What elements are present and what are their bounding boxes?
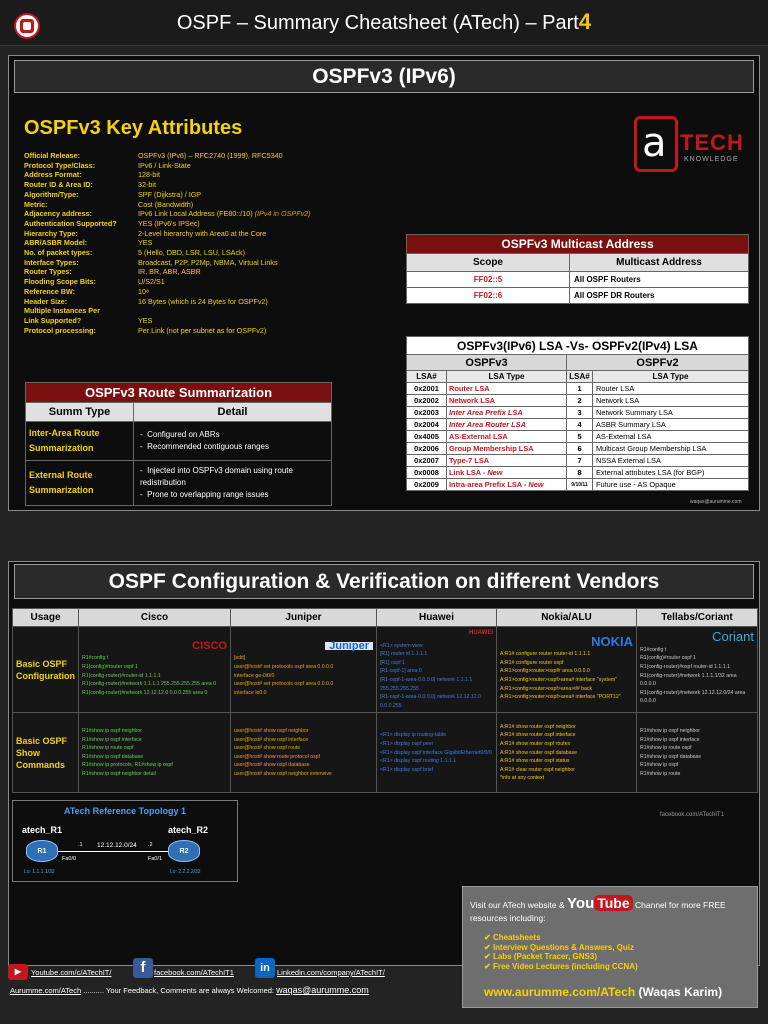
attribute-key: Algorithm/Type: <box>24 189 79 199</box>
command-line: user@host# show ospf neighbor extensive <box>233 771 332 778</box>
linkedin-link[interactable]: Linkedin.com/company/ATechIT/ <box>277 968 385 977</box>
subnet-label: 12.12.12.0/24 <box>97 842 137 849</box>
attribute-key: Hierarchy Type: <box>24 228 78 238</box>
attribute-row <box>24 277 378 287</box>
route-summarization-title: OSPFv3 Route Summarization <box>26 383 332 403</box>
command-line: [R1-ospf-1-area-0.0.0.0] network 1.1.1.1 <box>379 676 473 683</box>
command-line: <R1> display ip routing-table <box>379 732 447 739</box>
command-line: R1(config-router)#network 12.12.12.0 0.0.0.255 area 0 <box>81 689 208 696</box>
attribute-key: Reference BW: <box>24 286 75 296</box>
attribute-key: Official Release: <box>24 151 80 160</box>
attribute-row <box>24 267 378 277</box>
attribute-key: Router Types: <box>24 267 72 277</box>
nokia-logo: NOKIA <box>591 633 633 649</box>
feedback-line: Aurumme.com/ATech .......... Your Feedback, Comments are always Welcomed: waqas@aurumme.com <box>10 985 369 995</box>
command-line: user@host# show route protocol ospf <box>233 753 320 760</box>
attribute-value: YES (IPv6's IPSec) <box>138 218 200 228</box>
command-line: user@host# set protocols ospf area 0.0.0.0 <box>233 681 334 688</box>
command-line: R1(config-router)#network 12.12.12.0/24 area <box>639 689 746 696</box>
command-line: R1(config-router)#router-id 1.1.1.1 <box>81 672 161 679</box>
coriant-header: Tellabs/Coriant <box>636 609 757 627</box>
attribute-key: Multiple Instances Per <box>24 306 100 316</box>
command-line: user@host# show ospf interface <box>233 736 309 743</box>
youtube-icon: ▶ <box>8 964 28 980</box>
lsa-title: OSPFv3(IPv6) LSA -Vs- OSPFv2(IPv4) LSA <box>407 337 749 355</box>
command-line: [R1-ospf-1] area 0 <box>379 668 422 675</box>
r2-name: atech_R2 <box>168 825 209 835</box>
attribute-value: YES <box>138 238 153 248</box>
command-line: R1#config t <box>639 646 667 653</box>
lsa-type-header: LSA Type <box>593 371 749 383</box>
attribute-key: Protocol processing: <box>24 325 96 335</box>
list-item: ✔ Interview Questions & Answers, Quiz <box>484 943 638 953</box>
facebook-link[interactable]: facebook.com/ATechIT1 <box>154 968 234 977</box>
attribute-value: 16 Bytes (which is 24 Bytes for OSPFv2) <box>138 296 268 306</box>
attribute-key: Adjacency address: <box>24 209 92 219</box>
command-line: A:R1# show router ospf neighbor <box>499 723 576 730</box>
command-line: R1#show ip ospf database <box>639 753 702 760</box>
attribute-value: 5 (Hello, DBD, LSR, LSU, LSAck) <box>138 248 246 258</box>
cisco-logo: CISCO <box>192 639 227 652</box>
multicast-address-table <box>406 234 749 304</box>
command-line: <R1> display ospf routing 1.1.1.1 <box>379 758 457 765</box>
r2-dot: .2 <box>148 842 153 848</box>
command-line: A:R1# show router ospf status <box>499 758 570 765</box>
multicast-title: OSPFv3 Multicast Address <box>407 235 749 254</box>
command-line: R1#show ip ospf <box>639 762 679 769</box>
list-item: ✔ Free Video Lectures (including CCNA) <box>484 962 638 972</box>
ospfv2-group-header: OSPFv2 <box>567 355 749 371</box>
attribute-value: Broadcast, P2P, P2Mp, NBMA, Virtual Links <box>138 257 278 267</box>
signature-email: waqas@aurumme.com <box>690 499 742 505</box>
resources-list <box>484 933 638 971</box>
attribute-row <box>24 180 378 190</box>
attribute-value: OSPFv3 (IPv6) – RFC2740 (1999), RFC5340 <box>138 151 283 160</box>
command-line: interface lo0.0 <box>233 689 267 696</box>
lsa-num-header: LSA# <box>407 371 447 383</box>
attribute-row <box>24 209 378 219</box>
summ-type-header: Summ Type <box>26 403 134 422</box>
command-line: A:R1>config>router>ospf>area# interface "system" <box>499 676 617 683</box>
table-row: 0x2009 Intra-area Prefix LSA - New 9/10/11 Future use - AS Opaque <box>407 479 749 491</box>
table-row: 0x0008 Link LSA - New 8 External attributes LSA (for BGP) <box>407 467 749 479</box>
command-line: user@host# show ospf database <box>233 762 310 769</box>
command-line: A:R1# show router ospf interface <box>499 732 576 739</box>
command-line: user@host# show ospf neighbor <box>233 728 309 735</box>
attribute-row <box>24 219 378 229</box>
youtube-logo: You Tube <box>567 895 633 912</box>
command-line: user@host# show ospf route <box>233 745 301 752</box>
scope-header: Scope <box>407 254 570 272</box>
r1-loopback: Lo: 1.1.1.1/32 <box>24 869 55 875</box>
route-summarization-table <box>25 382 332 506</box>
r2-interface: Fa0/1 <box>148 856 163 862</box>
juniper-logo: Juniper <box>325 642 373 651</box>
command-line: A:R1# configure router ospf <box>499 659 564 666</box>
lsa-type-header: LSA Type <box>447 371 567 383</box>
command-line: <R1> system-view <box>379 642 423 649</box>
attribute-row <box>24 326 378 336</box>
attribute-row <box>24 248 378 258</box>
attribute-row <box>24 170 378 180</box>
table-row: 0x2007 Type-7 LSA 7 NSSA External LSA <box>407 455 749 467</box>
topology-title: ATech Reference Topology 1 <box>63 806 187 816</box>
command-line: R1#show ip ospf interface <box>81 736 142 743</box>
attribute-key: Link Supported? <box>24 315 82 325</box>
command-line: 255.255.255.255 <box>379 685 419 692</box>
website-url[interactable]: www.aurumme.com/ATech (Waqas Karim) <box>484 985 723 999</box>
command-line: *info at any context <box>499 775 545 782</box>
huawei-logo: HUAWEI <box>468 630 493 636</box>
attribute-row <box>24 297 378 307</box>
attribute-value: IPv6 Link Local Address (FE80::/10) (IPv4 in OSPFv2) <box>138 209 311 219</box>
attribute-value: 32-bit <box>138 180 156 190</box>
attribute-row <box>24 287 378 297</box>
visit-text: Visit our ATech website & You Tube Channel for more FREE resources including: <box>470 895 726 923</box>
command-line: R1#show ip ospf neighbor <box>81 728 142 735</box>
command-line: R1#show ip route ospf <box>639 745 692 752</box>
nokia-header: Nokia/ALU <box>496 609 636 627</box>
table-row: Inter-Area Route Summarization - Configured on ABRs - Recommended contiguous ranges <box>26 422 332 461</box>
command-line: A:R1# show router ospf database <box>499 749 577 756</box>
lsa-comparison-table <box>406 336 749 491</box>
command-line: R1#show ip route ospf <box>81 745 134 752</box>
command-line: R1(config)#router ospf 1 <box>639 655 696 662</box>
table-row: Basic OSPF Configuration CISCO R1#config t R1(config)#router ospf 1 R1(config-router)#router-id 1.1.1.1 R1(config-router)#network 1.1.1.1 255.255.255.255 area 0 R1(config-router)#network 12.12.12.0 0.0.0.255 area 0 Juniper [edit] user@host# set protocols ospf area 0.0.0.0 interface ge-0/0/0 user@host# set protocols ospf area 0.0.0.0 interface lo0.0 HUAWEI <R1> system-view [R1] router id 1.1.1.1 [R1] ospf 1 [R1-ospf-1] area 0 [R1-ospf-1-area-0.0.0.0] network 1.1.1.1 255.255.255.255 [R1-ospf-1-area-0.0.0.0] network 12.12.12.0 0.0.0.255 NOKIA A:R1# configure router router-id 1.1.1.1 A:R1# configure router ospf A:R1>config>router>ospf# area 0.0.0.0 A:R1>config>router>ospf>area# interface "system" A:R1>config>router>ospf>area>if# back A:R1>config>router>ospf>area# interface "PORT12" Coriant R1#config t R1(config)#router ospf 1 R1(config-router)#ospf router-id 1.1.1.1 R1(config-router)#network 1.1.1.1/32 area 0.0.0.0 R1(config-router)#network 12.12.12.0/24 area 0.0.0.0 <box>13 627 758 713</box>
command-line: R1#show ip ospf neighbor detail <box>81 771 156 778</box>
facebook-icon: f <box>133 958 153 978</box>
command-line: A:R1# clear router ospf neighbor <box>499 766 575 773</box>
attribute-value: Cost (Bandwidth) <box>138 199 194 209</box>
email-link[interactable]: waqas@aurumme.com <box>276 985 369 995</box>
command-line: 0.0.0.0 <box>639 681 656 688</box>
table-row: Basic OSPF Show Commands R1#show ip ospf neighbor R1#show ip ospf interface R1#show ip route ospf R1#show ip ospf database R1#show ip protocols, R1#show ip ospf R1#show ip ospf neighbor detail user@host# show ospf neighbor user@host# show ospf interface user@host# show ospf route user@host# show route protocol ospf user@host# show ospf database user@host# show ospf neighbor extensive <R1> display ip routing-table <R1> display ospf peer <R1> display ospf interface GigabitEthernet0/0/0 <R1> display ospf routing 1.1.1.1 <R1> display ospf brief A:R1# show router ospf neighbor A:R1# show router ospf interface A:R1# show router ospf routes A:R1# show router ospf database A:R1# show router ospf status A:R1# clear router ospf neighbor *info at any context R1#show ip ospf neighbor R1#show ip ospf interface R1#show ip route ospf R1#show ip ospf database R1#show ip ospf R1#show ip route <box>13 713 758 793</box>
key-attributes-list <box>24 151 378 335</box>
command-line: A:R1>config>router>ospf# area 0.0.0.0 <box>499 668 590 675</box>
r2-loopback: Lo: 2.2.2.2/32 <box>170 869 201 875</box>
command-line: <R1> display ospf interface GigabitEthernet0/0/0 <box>379 749 492 756</box>
attribute-value: 128-bit <box>138 170 160 180</box>
attribute-value: Per Link (not per subnet as for OSPFv2) <box>138 325 267 335</box>
command-line: R1#config t <box>81 655 109 662</box>
youtube-link[interactable]: Youtube.com/c/ATechIT/ <box>31 968 112 977</box>
command-line: R1#show ip ospf interface <box>639 736 700 743</box>
atech-knowledge-logo: a TECH KNOWLEDGE <box>634 116 734 172</box>
r1-name: atech_R1 <box>22 825 63 835</box>
command-line: 0.0.0.0 <box>639 698 656 705</box>
attribute-key: Protocol Type/Class: <box>24 160 95 170</box>
attribute-row <box>24 161 378 171</box>
attribute-row <box>24 229 378 239</box>
table-row: External Route Summarization - Injected into OSPFv3 domain using route redistribution - Prone to overlapping range issues <box>26 461 332 506</box>
command-line: interface ge-0/0/0 <box>233 672 275 679</box>
command-line: [R1-ospf-1-area-0.0.0.0] network 12.12.12.0 <box>379 694 481 701</box>
command-line: R1#show ip ospf neighbor <box>639 728 700 735</box>
command-line: [edit] <box>233 655 246 662</box>
attribute-row <box>24 151 378 161</box>
attribute-key: Address Format: <box>24 170 82 180</box>
attribute-value: U/S2/S1 <box>138 277 165 287</box>
r1-dot: .1 <box>78 842 83 848</box>
attribute-key: No. of packet types: <box>24 248 93 258</box>
command-line: [R1] ospf 1 <box>379 659 406 666</box>
attribute-value: 2-Level hierarchy with Area0 at the Core <box>138 228 267 238</box>
table-row: 0x2004 Inter Area Router LSA 4 ASBR Summary LSA <box>407 419 749 431</box>
command-line: A:R1# show router ospf routes <box>499 740 571 747</box>
key-attributes-title: OSPFv3 Key Attributes <box>24 117 243 139</box>
command-line: R1(config-router)#network 1.1.1.1 255.255.255.255 area 0 <box>81 681 217 688</box>
vendor-config-table <box>12 608 758 793</box>
linkedin-icon: in <box>255 958 275 978</box>
lsa-num-header: LSA# <box>567 371 593 383</box>
attribute-value: YES <box>138 315 153 325</box>
table-row: 0x2003 Inter Area Prefix LSA 3 Network Summary LSA <box>407 407 749 419</box>
command-line: <R1> display ospf brief <box>379 766 434 773</box>
ospfv3-group-header: OSPFv3 <box>407 355 567 371</box>
r1-interface: Fa0/0 <box>62 856 77 862</box>
usage-header: Usage <box>13 609 79 627</box>
table-row: FF02::6 All OSPF DR Routers <box>407 288 749 304</box>
vendors-panel-title: OSPF Configuration & Verification on different Vendors <box>14 564 754 599</box>
command-line: R1#show ip ospf database <box>81 753 144 760</box>
juniper-header: Juniper <box>230 609 376 627</box>
attribute-key: Router ID & Area ID: <box>24 180 93 190</box>
attribute-row <box>24 238 378 248</box>
attribute-value: IPv6 / Link-State <box>138 160 191 170</box>
command-line: [R1] router id 1.1.1.1 <box>379 651 428 658</box>
attribute-value: SPF (Dijkstra) / IGP <box>138 189 202 199</box>
command-line: R1#show ip route <box>639 771 681 778</box>
command-line: A:R1# configure router router-id 1.1.1.1 <box>499 651 591 658</box>
attribute-key: Metric: <box>24 199 48 209</box>
command-line: R1(config-router)#network 1.1.1.1/32 area <box>639 672 737 679</box>
attribute-value <box>138 306 378 316</box>
site-link[interactable]: Aurumme.com/ATech <box>10 986 82 995</box>
coriant-logo: Coriant <box>712 629 754 645</box>
table-row: 0x2002 Network LSA 2 Network LSA <box>407 395 749 407</box>
ospfv3-panel-title: OSPFv3 (IPv6) <box>14 60 754 93</box>
attribute-row <box>24 190 378 200</box>
huawei-header: Huawei <box>376 609 496 627</box>
attribute-key: Interface Types: <box>24 257 79 267</box>
table-row: 0x2001 Router LSA 1 Router LSA <box>407 383 749 395</box>
link-line <box>58 851 170 852</box>
router-r1-icon: R1 <box>26 840 58 862</box>
list-item: ✔ Cheatsheets <box>484 933 638 943</box>
command-line: R1#show ip protocols, R1#show ip ospf <box>81 762 173 769</box>
attribute-key: Header Size: <box>24 296 68 306</box>
command-line: <R1> display ospf peer <box>379 740 434 747</box>
page-title: OSPF – Summary Cheatsheet (ATech) – Part4 <box>176 9 592 34</box>
attribute-row <box>24 306 378 316</box>
attribute-key: Flooding Scope Bits: <box>24 277 96 287</box>
command-line: R1(config-router)#ospf router-id 1.1.1.1 <box>639 664 730 671</box>
attribute-key: ABR/ASBR Model: <box>24 238 88 248</box>
cisco-header: Cisco <box>78 609 230 627</box>
router-r2-icon: R2 <box>168 840 200 862</box>
table-row: FF02::5 All OSPF Routers <box>407 272 749 288</box>
attribute-row <box>24 200 378 210</box>
list-item: ✔ Labs (Packet Tracer, GNS3) <box>484 952 638 962</box>
part-number: 4 <box>578 9 592 34</box>
facebook-credit: facebook.com/ATechIT1 <box>660 812 724 818</box>
attribute-value: 10⁸ <box>138 286 150 296</box>
command-line: A:R1>config>router>ospf>area>if# back <box>499 685 593 692</box>
table-row: 0x4005 AS-External LSA 5 AS-External LSA <box>407 431 749 443</box>
command-line: R1(config)#router ospf 1 <box>81 664 138 671</box>
command-line: user@host# set protocols ospf area 0.0.0.0 <box>233 664 334 671</box>
attribute-row <box>24 258 378 268</box>
command-line: A:R1>config>router>ospf>area# interface "PORT12" <box>499 694 621 701</box>
multicast-address-header: Multicast Address <box>570 254 749 272</box>
attribute-value: IR, BR, ABR, ASBR <box>138 267 201 277</box>
attribute-key: Authentication Supported? <box>24 218 117 228</box>
command-line: 0.0.0.255 <box>379 702 402 709</box>
attribute-row <box>24 316 378 326</box>
detail-header: Detail <box>134 403 332 422</box>
table-row: 0x2006 Group Membership LSA 6 Multicast Group Membership LSA <box>407 443 749 455</box>
